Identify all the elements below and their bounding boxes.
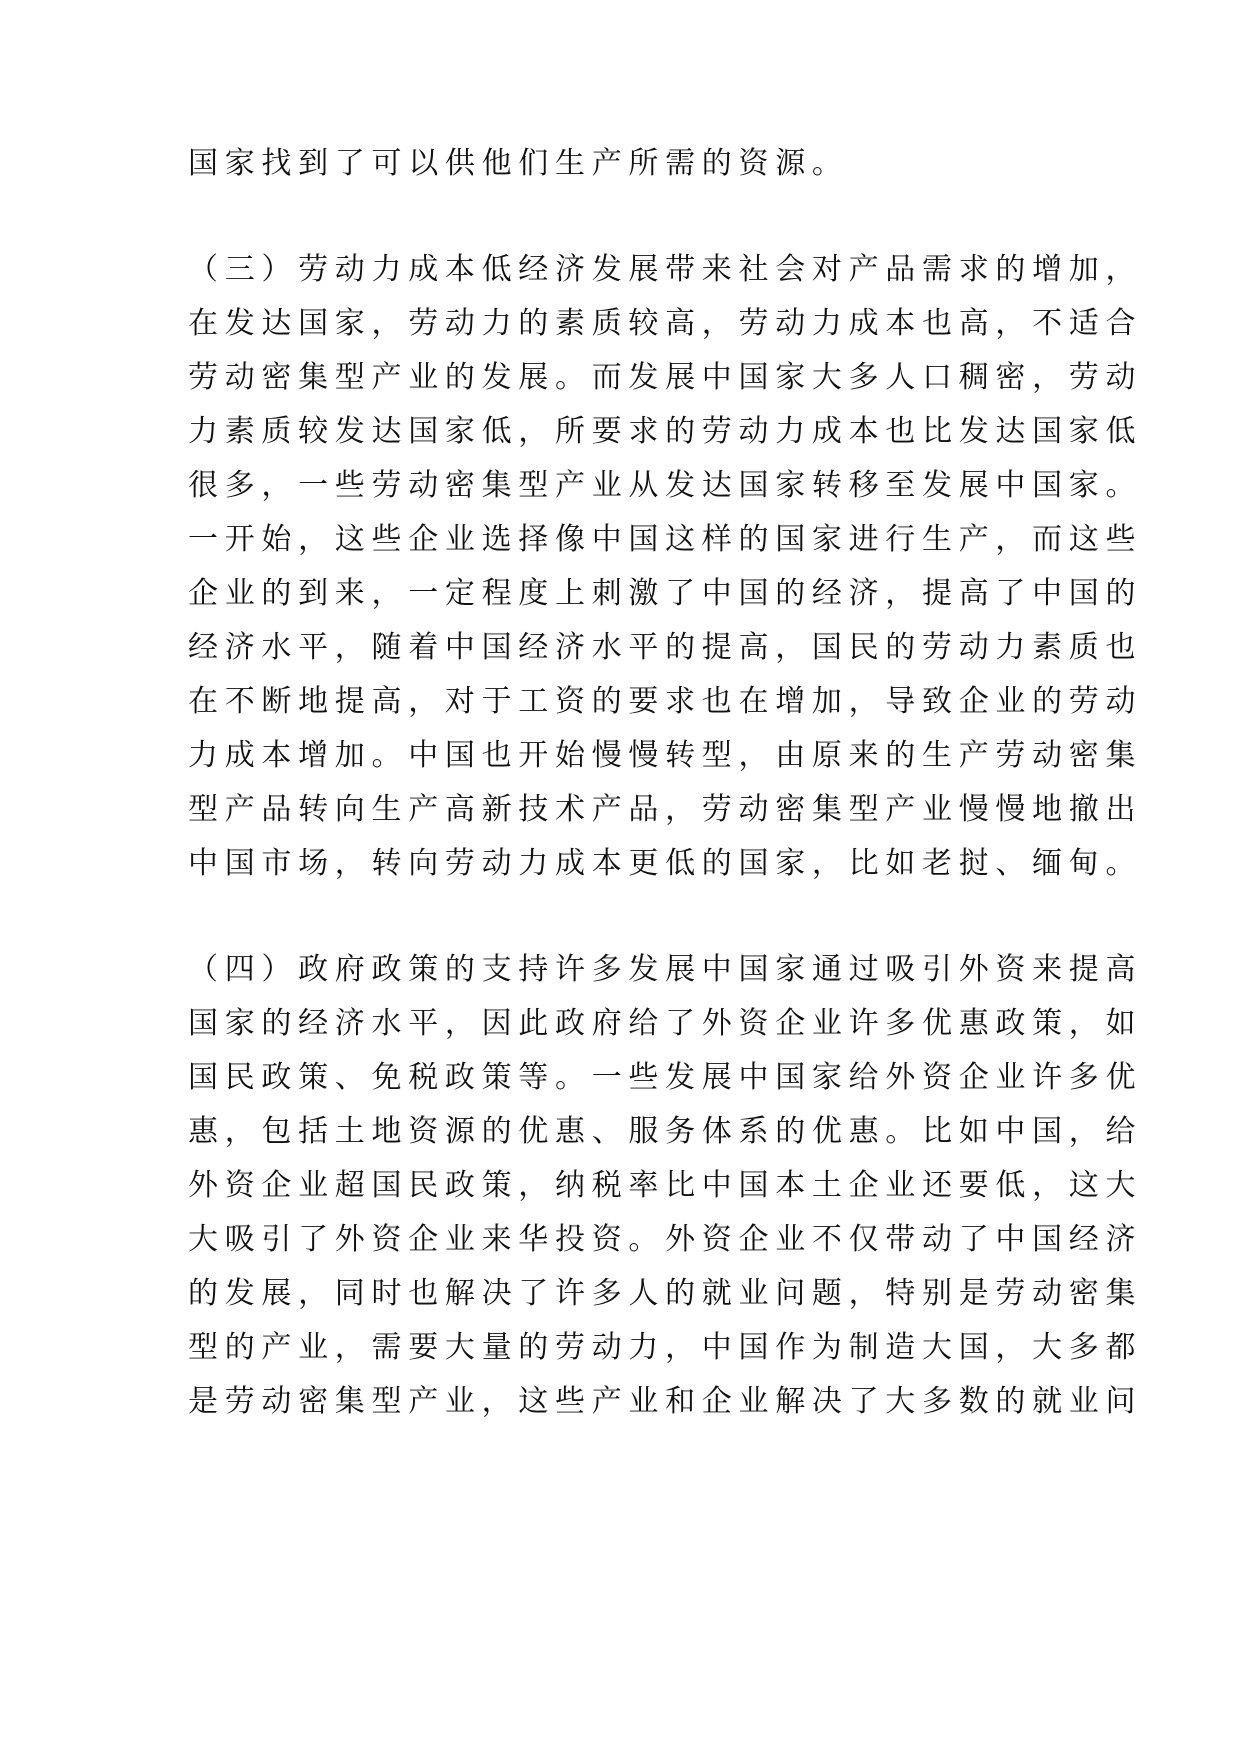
text-line: 型产品转向生产高新技术产品，劳动密集型产业慢慢地撤出 [188, 792, 1143, 827]
text-line: 国家的经济水平，因此政府给了外资企业许多优惠政策，如 [188, 1006, 1143, 1041]
text-line: 劳动密集型产业的发展。而发展中国家大多人口稠密，劳动 [188, 360, 1143, 395]
text-line: 很多，一些劳动密集型产业从发达国家转移至发展中国家。 [188, 468, 1143, 503]
text-line: 力素质较发达国家低，所要求的劳动力成本也比发达国家低 [188, 414, 1143, 449]
text-line: 惠，包括土地资源的优惠、服务体系的优惠。比如中国，给 [188, 1114, 1143, 1149]
text-line: 型的产业，需要大量的劳动力，中国作为制造大国，大多都 [188, 1330, 1143, 1365]
text-line: 中国市场，转向劳动力成本更低的国家，比如老挝、缅甸。 [188, 846, 1143, 881]
text-line: 经济水平，随着中国经济水平的提高，国民的劳动力素质也 [188, 630, 1143, 665]
text-line: 外资企业超国民政策，纳税率比中国本土企业还要低，这大 [188, 1168, 1143, 1203]
text-line: 企业的到来，一定程度上刺激了中国的经济，提高了中国的 [188, 576, 1143, 611]
text-line: 一开始，这些企业选择像中国这样的国家进行生产，而这些 [188, 522, 1143, 557]
text-line: 国民政策、免税政策等。一些发展中国家给外资企业许多优 [188, 1060, 1143, 1095]
text-line: 力成本增加。中国也开始慢慢转型，由原来的生产劳动密集 [188, 738, 1143, 773]
text-line: 在发达国家，劳动力的素质较高，劳动力成本也高，不适合 [188, 306, 1143, 341]
text-line: 国家找到了可以供他们生产所需的资源。 [188, 146, 849, 181]
text-line: 的发展，同时也解决了许多人的就业问题，特别是劳动密集 [188, 1276, 1143, 1311]
text-line: 是劳动密集型产业，这些产业和企业解决了大多数的就业问 [188, 1384, 1143, 1419]
text-line: 在不断地提高，对于工资的要求也在增加，导致企业的劳动 [188, 684, 1143, 719]
text-line: （三）劳动力成本低经济发展带来社会对产品需求的增加， [188, 252, 1143, 287]
text-line: （四）政府政策的支持许多发展中国家通过吸引外资来提高 [188, 952, 1143, 987]
text-line: 大吸引了外资企业来华投资。外资企业不仅带动了中国经济 [188, 1222, 1143, 1257]
